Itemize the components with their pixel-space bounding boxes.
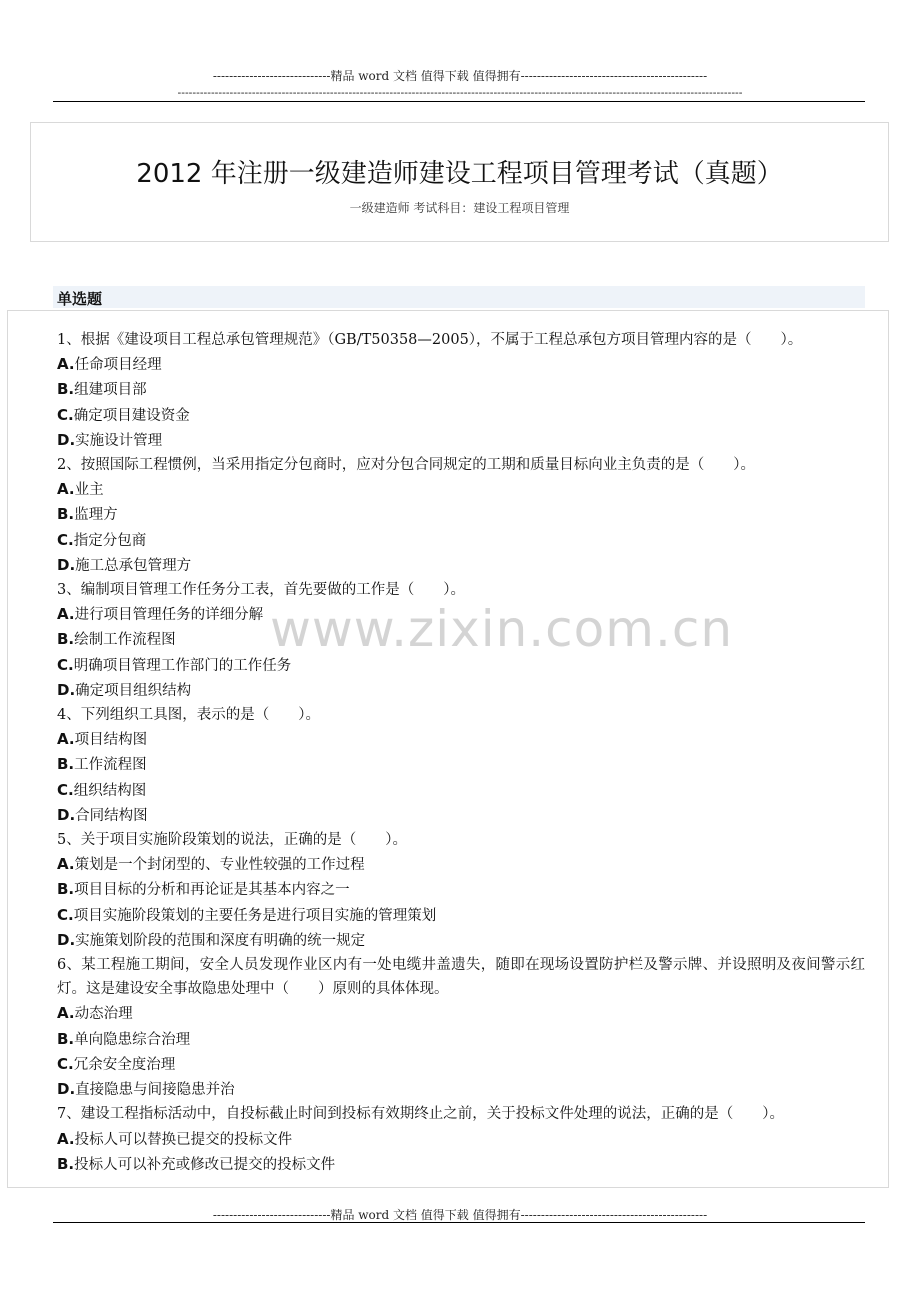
answer-option xyxy=(57,1027,865,1052)
answer-option xyxy=(57,678,865,703)
answer-option xyxy=(57,602,865,627)
answer-option xyxy=(57,627,865,652)
question-text: 3、编制项目管理工作任务分工表，首先要做的工作是（ ）。 xyxy=(57,582,465,599)
option-text: 施工总承包管理方 xyxy=(75,557,192,574)
section-header xyxy=(53,286,865,308)
answer-option xyxy=(57,1077,865,1102)
answer-option xyxy=(57,403,865,428)
option-text: 实施策划阶段的范围和深度有明确的统一规定 xyxy=(75,932,366,949)
option-text: 项目结构图 xyxy=(74,732,148,749)
option-letter: D. xyxy=(57,430,76,449)
option-text: 进行项目管理任务的详细分解 xyxy=(74,607,264,624)
watermark: www.zixin.com.cn xyxy=(270,600,734,658)
option-letter: D. xyxy=(57,1080,76,1099)
answer-option xyxy=(57,852,865,877)
option-text: 绘制工作流程图 xyxy=(74,632,176,649)
option-text: 组织结构图 xyxy=(73,782,147,799)
option-text: 业主 xyxy=(74,482,104,499)
question-text: 2、按照国际工程惯例，当采用指定分包商时，应对分包合同规定的工期和质量目标向业主负责的是（ ）。 xyxy=(57,457,755,474)
answer-option xyxy=(57,528,865,553)
option-letter: B. xyxy=(57,380,75,399)
answer-option xyxy=(57,903,865,928)
answer-option xyxy=(57,803,865,828)
option-letter: A. xyxy=(57,1004,75,1023)
answer-option xyxy=(57,428,865,453)
option-text: 组建项目部 xyxy=(74,382,147,399)
option-text: 项目目标的分析和再论证是其基本内容之一 xyxy=(74,882,350,899)
question-text: 5、关于项目实施阶段策划的说法，正确的是（ ）。 xyxy=(57,832,407,849)
answer-option xyxy=(57,502,865,527)
option-text: 策划是一个封闭型的、专业性较强的工作过程 xyxy=(74,857,365,874)
option-text: 明确项目管理工作部门的工作任务 xyxy=(73,657,292,674)
option-text: 实施设计管理 xyxy=(75,432,163,449)
question-text: 7、建设工程指标活动中，自投标截止时间到投标有效期终止之前，关于投标文件处理的说法，正确的是（ ）。 xyxy=(57,1106,784,1123)
option-letter: B. xyxy=(57,505,75,524)
answer-option xyxy=(57,752,865,777)
option-letter: B. xyxy=(57,880,75,899)
question-text: 4、下列组织工具图，表示的是（ ）。 xyxy=(57,707,320,724)
header-dash-line: -------------------------------------------------------------------------------------------------------------------------------------------------------- xyxy=(177,86,743,99)
option-letter: D. xyxy=(57,930,76,949)
option-text: 单向隐患综合治理 xyxy=(74,1031,191,1048)
answer-option xyxy=(57,928,865,953)
answer-option xyxy=(57,1001,865,1026)
option-letter: A. xyxy=(57,480,75,499)
option-text: 投标人可以补充或修改已提交的投标文件 xyxy=(74,1156,336,1173)
answer-option xyxy=(57,1152,865,1177)
option-letter: C. xyxy=(57,530,74,549)
option-text: 直接隐患与间接隐患并治 xyxy=(75,1082,235,1099)
option-letter: A. xyxy=(57,730,75,749)
option-letter: B. xyxy=(57,1029,75,1048)
option-text: 投标人可以替换已提交的投标文件 xyxy=(74,1131,293,1148)
option-letter: C. xyxy=(57,780,74,799)
option-letter: B. xyxy=(57,630,75,649)
option-letter: D. xyxy=(57,680,76,699)
page-subtitle: 一级建造师 考试科目：建设工程项目管理 xyxy=(349,201,570,215)
answer-option xyxy=(57,727,865,752)
answer-option xyxy=(57,1127,865,1152)
option-text: 确定项目建设资金 xyxy=(73,407,190,424)
option-letter: C. xyxy=(57,905,74,924)
header-banner: -----------------------------精品 word 文档 值得下载 值得拥有---------------------------------------------- xyxy=(212,69,708,83)
option-text: 任命项目经理 xyxy=(74,357,162,374)
answer-option xyxy=(57,377,865,402)
option-text: 合同结构图 xyxy=(75,807,148,824)
option-text: 确定项目组织结构 xyxy=(75,682,192,699)
option-text: 工作流程图 xyxy=(74,757,147,774)
page-title: 2012 年注册一级建造师建设工程项目管理考试（真题） xyxy=(136,159,783,189)
answer-option xyxy=(57,653,865,678)
option-text: 动态治理 xyxy=(74,1006,133,1023)
option-letter: C. xyxy=(57,655,74,674)
answer-option xyxy=(57,477,865,502)
answer-option xyxy=(57,877,865,902)
option-text: 冗余安全度治理 xyxy=(73,1056,176,1073)
question-text: 1、根据《建设项目工程总承包管理规范》（GB/T50358—2005），不属于工程总承包方项目管理内容的是（ ）。 xyxy=(57,332,803,348)
question-text: 6、某工程施工期间，安全人员发现作业区内有一处电缆井盖遗失，随即在现场设置防护栏及警示牌、并设照明及夜间警示红灯。这是建设安全事故隐患处理中（ ）原则的具体体现。 xyxy=(57,957,865,998)
option-letter: B. xyxy=(57,755,75,774)
answer-option xyxy=(57,1052,865,1077)
answer-option xyxy=(57,778,865,803)
option-letter: D. xyxy=(57,805,76,824)
answer-option xyxy=(57,553,865,578)
option-letter: D. xyxy=(57,555,76,574)
title-panel xyxy=(30,122,889,242)
option-text: 项目实施阶段策划的主要任务是进行项目实施的管理策划 xyxy=(73,907,437,924)
header-rule xyxy=(53,101,865,102)
option-letter: C. xyxy=(57,1054,74,1073)
option-text: 指定分包商 xyxy=(73,532,147,549)
option-letter: A. xyxy=(57,605,75,624)
option-letter: C. xyxy=(57,405,74,424)
option-letter: A. xyxy=(57,1129,75,1148)
answer-option xyxy=(57,352,865,377)
section-title: 单选题 xyxy=(57,290,103,308)
footer-banner: -----------------------------精品 word 文档 值得下载 值得拥有---------------------------------------------- xyxy=(212,1208,708,1222)
option-letter: A. xyxy=(57,355,75,374)
option-letter: A. xyxy=(57,855,75,874)
question-list xyxy=(57,328,865,1177)
option-text: 监理方 xyxy=(74,507,118,524)
option-letter: B. xyxy=(57,1154,75,1173)
